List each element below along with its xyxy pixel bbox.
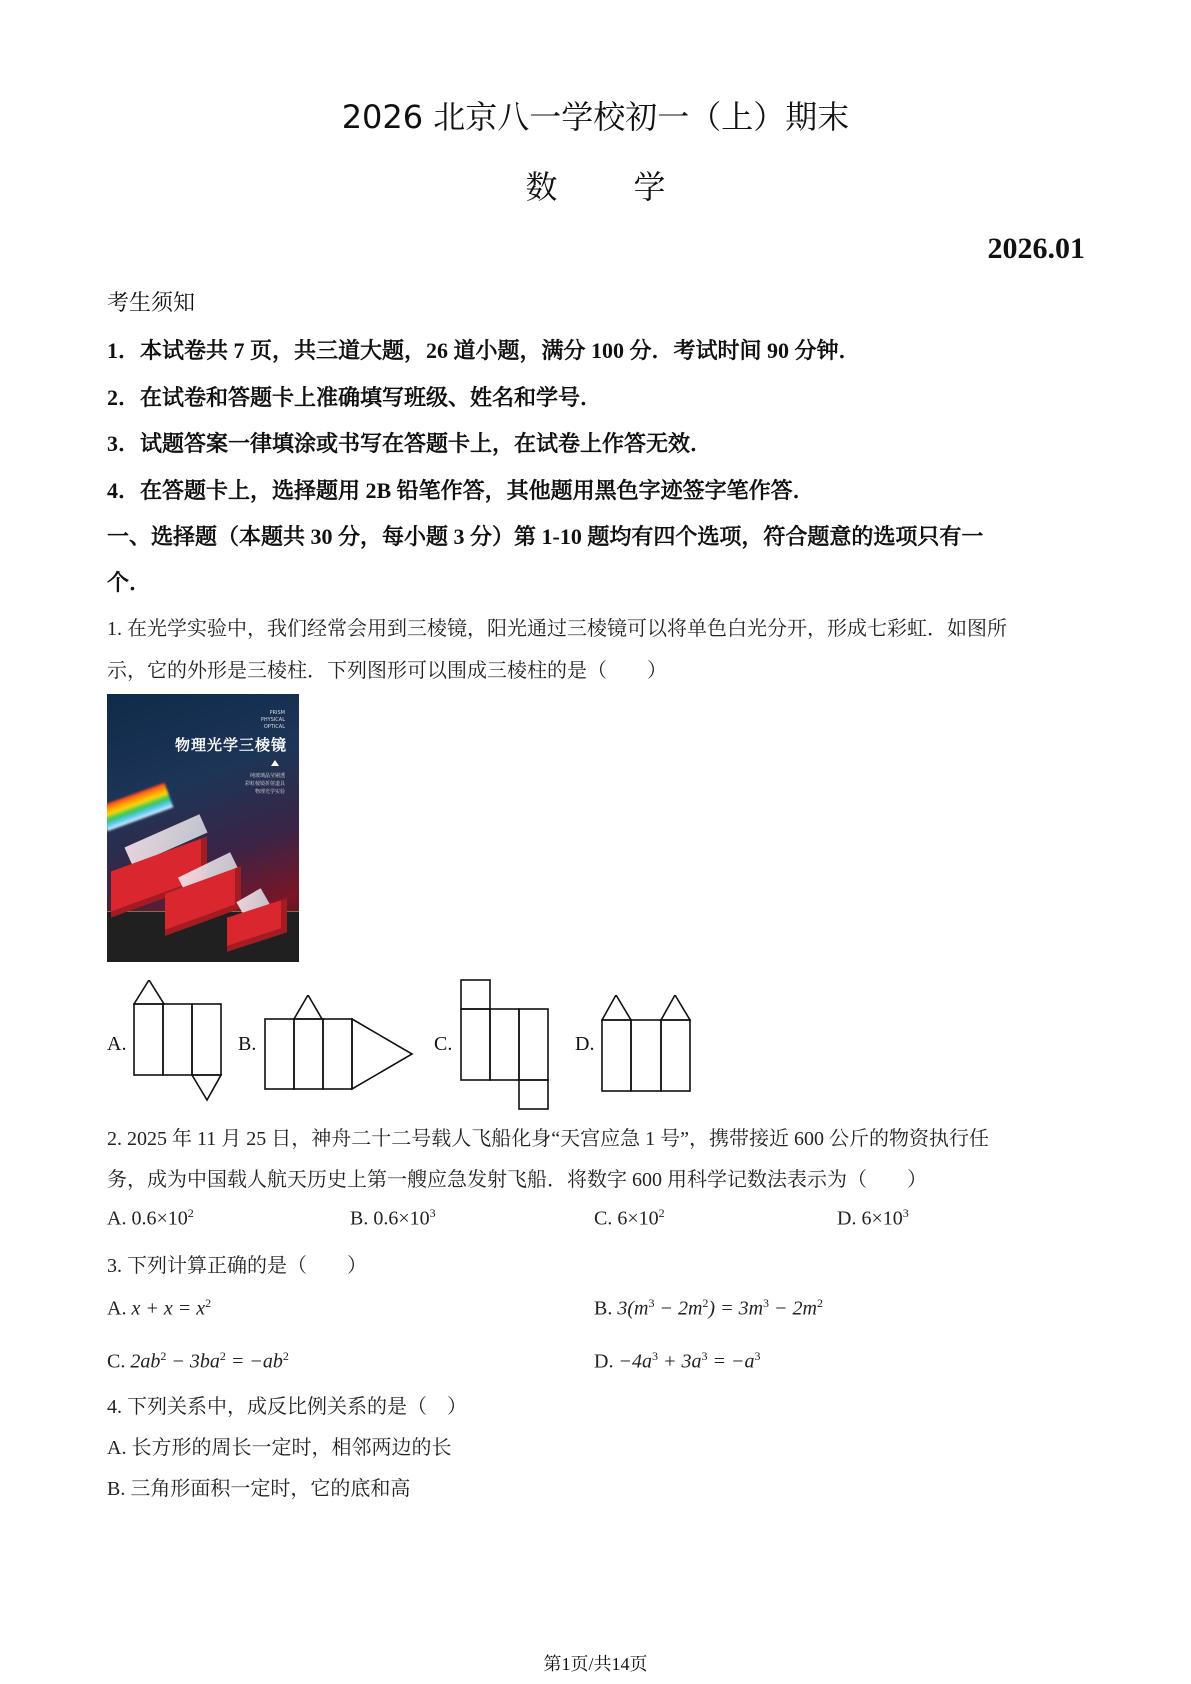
q1-option-a-label: A. (107, 1033, 127, 1055)
subject-char-2: 学 (633, 168, 666, 206)
notice-item-1: 1．本试卷共 7 页，共三道大题，26 道小题，满分 100 分．考试时间 90 分钟． (107, 338, 861, 363)
notice-item-2: 2．在试卷和答题卡上准确填写班级、姓名和学号． (107, 385, 603, 410)
q1-option-b-label: B. (238, 1033, 257, 1055)
q2-option-c: C. $6\times 10^2$ (594, 1206, 665, 1230)
notice-heading: 考生须知 (107, 291, 196, 316)
prism-photo-small-text: 纯玻璃晶莹剔透 彩虹棱镜折射道具 物理光学实验 (244, 773, 285, 795)
subject-title (0, 162, 1191, 208)
rainbow-beam (107, 783, 173, 831)
q2-option-b: B. $0.6\times 10^3$ (350, 1206, 436, 1230)
prism-photo-cn-label: 物理光学三棱镜 (174, 736, 287, 754)
q3-stem: 3. 下列计算正确的是（ ） (107, 1255, 367, 1277)
subject-char-1: 数 (525, 168, 558, 206)
page-number: 第1页/共14页 (543, 1654, 648, 1674)
q2-option-a: A. $0.6\times 10^2$ (107, 1206, 194, 1230)
q1-option-b-net (264, 995, 414, 1095)
q4-option-a: A. 长方形的周长一定时，相邻两边的长 (107, 1437, 452, 1459)
exam-date: 2026.01 (987, 232, 1085, 265)
q1-stem-line1: 1. 在光学实验中，我们经常会用到三棱镜，阳光通过三棱镜可以将单色白光分开，形成七彩虹．如图所 (107, 618, 1007, 640)
q1-option-d-net (601, 995, 693, 1095)
notice-item-3: 3．试题答案一律填涂或书写在答题卡上，在试卷上作答无效． (107, 431, 713, 456)
q3-option-b: B. $3(m^3 - 2m^2) = 3m^3 - 2m^2$ (594, 1296, 823, 1320)
section-heading: 一、选择题（本题共 30 分，每小题 3 分）第 1-10 题均有四个选项，符合题意的选项只有一 (107, 524, 984, 549)
q3-option-d: D. $-4a^3 + 3a^3 = -a^3$ (594, 1349, 761, 1373)
q4-stem: 4. 下列关系中，成反比例关系的是（ ） (107, 1396, 467, 1418)
q1-option-c-label: C. (434, 1033, 453, 1055)
q2-stem-line2: 务，成为中国载人航天历史上第一艘应急发射飞船．将数字 600 用科学记数法表示为（ ） (107, 1169, 927, 1191)
q1-option-c-net (460, 979, 550, 1111)
prism-photo (107, 694, 299, 962)
q2-stem-line1: 2. 2025 年 11 月 25 日，神舟二十二号载人飞船化身“天宫应急 1 号”，携带接近 600 公斤的物资执行任 (107, 1128, 990, 1150)
section-heading-cont: 个． (107, 570, 152, 595)
exam-title: 2026 北京八一学校初一（上）期末 (341, 98, 850, 136)
q2-option-d: D. $6\times 10^3$ (837, 1206, 909, 1230)
notice-item-4: 4．在答题卡上，选择题用 2B 铅笔作答，其他题用黑色字迹签字笔作答． (107, 478, 815, 503)
q3-option-c: C. $2ab^2 - 3ba^2 = -ab^2$ (107, 1349, 289, 1373)
q1-option-d-label: D. (575, 1033, 595, 1055)
q3-option-a: A. $x + x = x^2$ (107, 1296, 212, 1320)
q1-stem-line2: 示，它的外形是三棱柱．下列图形可以围成三棱柱的是（ ） (107, 660, 667, 682)
q1-option-a-net (133, 980, 223, 1108)
q4-option-b: B. 三角形面积一定时，它的底和高 (107, 1478, 411, 1500)
prism-photo-en-label: PRISM PHYSICAL OPTICAL (260, 710, 285, 730)
triangle-icon (271, 760, 279, 766)
